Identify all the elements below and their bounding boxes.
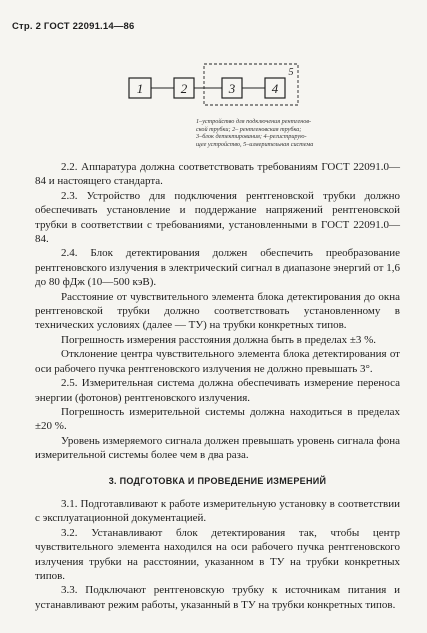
caption-line: ской трубки; 2– рентгеновская трубка; bbox=[196, 125, 302, 133]
paragraph-2-3: 2.3. Устройство для подключения рентгеновской трубки должно обеспечивать установление и поддержание напряжений рентгеновской трубки в соответствии с требованиями, установленными в ГОСТ 22091.0—84. bbox=[35, 189, 400, 246]
paragraph-2-2: 2.2. Аппаратура должна соответствовать требованиям ГОСТ 22091.0—84 и настоящего стандарта. bbox=[35, 161, 400, 188]
paragraph-distance: Расстояние от чувствительного элемента блока детектирования до окна рентгеновской трубки должно соответствовать установленному в технических условиях (далее — ТУ) на трубки конкретных типов. bbox=[35, 290, 400, 332]
caption-line: 1–устройство для подключения рентгенов- bbox=[196, 118, 312, 125]
section-3-heading: 3. ПОДГОТОВКА И ПРОВЕДЕНИЕ ИЗМЕРЕНИЙ bbox=[108, 475, 327, 486]
paragraph-2-4: 2.4. Блок детектирования должен обеспечить преобразование рентгеновского излучения в электрический сигнал в диапазоне энергий от 1,6 до 80 фДж (10—500 кэВ). bbox=[35, 247, 400, 289]
system-5-label: 5 bbox=[288, 67, 294, 78]
paragraph-3-3: 3.3. Подключают рентгеновскую трубку к источникам питания и устанавливают режим работы, указанный в ТУ на трубки конкретных типов. bbox=[35, 584, 400, 611]
caption-line: щее устройство, 5–измерительная система bbox=[196, 140, 314, 148]
page-header: Стр. 2 ГОСТ 22091.14—86 bbox=[12, 21, 135, 32]
paragraph-distance-error: Погрешность измерения расстояния должна быть в пределах ±3 %. bbox=[61, 333, 377, 346]
paragraph-2-5: 2.5. Измерительная система должна обеспечивать измерение переноса энергии (фотонов) рентгеновского излучения. bbox=[35, 377, 400, 404]
block-4-label: 4 bbox=[271, 81, 279, 96]
block-2-label: 2 bbox=[180, 81, 188, 96]
block-3-label: 3 bbox=[228, 81, 236, 96]
caption-line: 3–блок детектирования; 4–регистрирую- bbox=[196, 133, 307, 141]
paragraph-deviation: Отклонение центра чувствительного элемента блока детектирования от оси рабочего пучка рентгеновского излучения не должно превышать 3°. bbox=[35, 348, 400, 375]
block-1-label: 1 bbox=[136, 81, 144, 96]
paragraph-3-1: 3.1. Подготавливают к работе измерительную установку в соответствии с эксплуатационной документацией. bbox=[35, 497, 400, 525]
document-body bbox=[35, 160, 400, 612]
paragraph-signal-level: Уровень измеряемого сигнала должен превышать уровень сигнала фона измерительной системы более чем в два раза. bbox=[35, 434, 400, 462]
figure-caption bbox=[196, 118, 402, 148]
paragraph-system-error: Погрешность измерительной системы должна находиться в пределах ±20 %. bbox=[35, 405, 400, 433]
measuring-system-outline bbox=[204, 64, 298, 105]
block-diagram bbox=[120, 62, 302, 112]
paragraph-3-2: 3.2. Устанавливают блок детектирования так, чтобы центр чувствительного элемента находился на оси рабочего пучка рентгеновского излучения трубки на расстоянии, указанном в ТУ на трубки конкретных типов. bbox=[35, 526, 400, 582]
